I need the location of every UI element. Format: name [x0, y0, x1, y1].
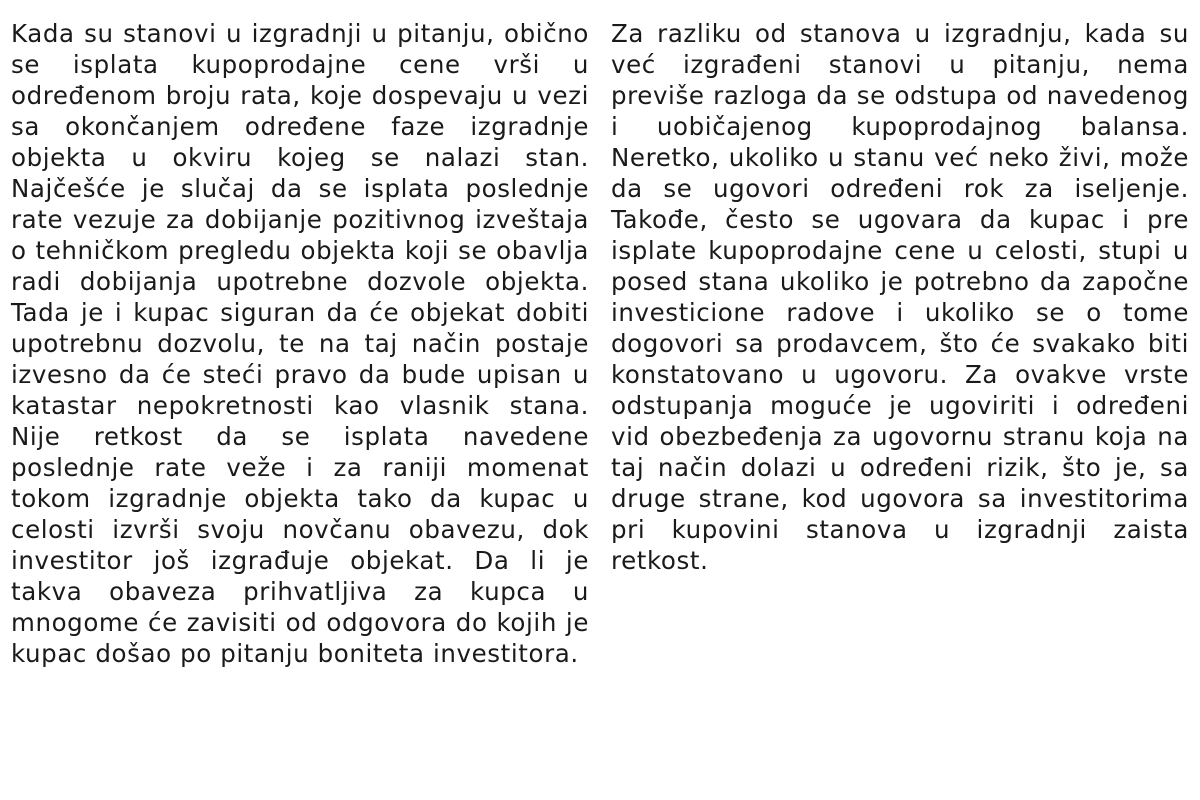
right-column-paragraph: Za razliku od stanova u izgradnju, kada su već izgrađeni stanovi u pitanju, nema previše razloga da se odstupa od navedenog i uobičajenog kupoprodajnog balansa. Neretko, ukoliko u stanu već neko živi, može da se ugovori određeni rok za iseljenje. Takođe, često se ugovara da kupac i pre isplate kupoprodajne cene u celosti, stupi u posed stana ukoliko je potrebno da započne investicione radove i ukoliko se o tome dogovori sa prodavcem, što će svakako biti konstatovano u ugovoru. Za ovakve vrste odstupanja moguće je ugoviriti i određeni vid obezbeđenja za ugovornu stranu koja na taj način dolazi u određeni rizik, što je, sa druge strane, kod ugovora sa investitorima pri kupovini stanova u izgradnji zaista retkost. — [611, 19, 1189, 575]
left-column-paragraph: Kada su stanovi u izgradnji u pitanju, obično se isplata kupoprodajne cene vrši u određenom broju rata, koje dospevaju u vezi sa okončanjem određene faze izgradnje objekta u okviru kojeg se nalazi stan. Najčešće je slučaj da se isplata poslednje rate vezuje za dobijanje pozitivnog izveštaja o tehničkom pregledu objekta koji se obavlja radi dobijanja upotrebne dozvole objekta. Tada je i kupac siguran da će objekat dobiti upotrebnu dozvolu, te na taj način postaje izvesno da će steći pravo da bude upisan u katastar nepokretnosti kao vlasnik stana. Nije retkost da se isplata navedene poslednje rate veže i za raniji momenat tokom izgradnje objekta tako da kupac u celosti izvrši svoju novčanu obavezu, dok investitor još izgrađuje objekat. Da li je takva obaveza prihvatljiva za kupca u mnogome će zavisiti od odgovora do kojih je kupac došao po pitanju boniteta investitora. — [11, 19, 589, 668]
